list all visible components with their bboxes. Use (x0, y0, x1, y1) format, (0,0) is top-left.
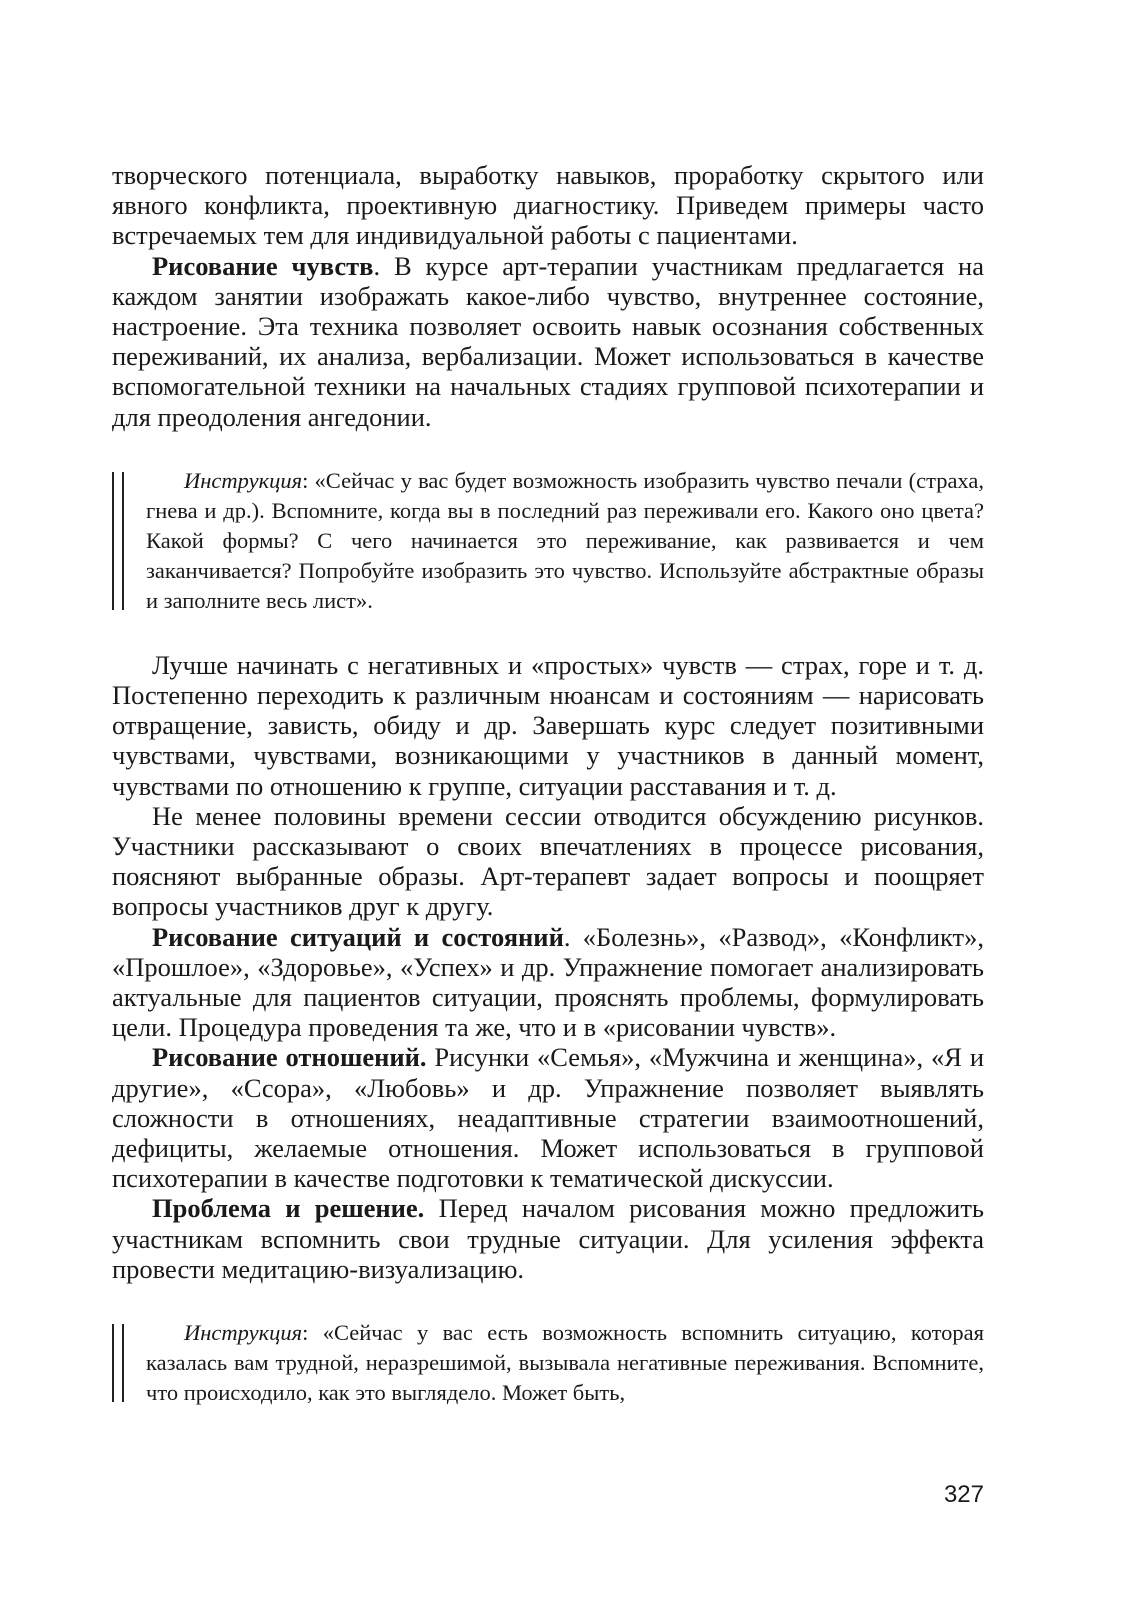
paragraph-drawing-relations (112, 1042, 984, 1193)
section-heading-drawing-situations: Рисование ситуаций и состояний (152, 921, 564, 952)
section-heading-drawing-relations: Рисование отношений. (152, 1042, 427, 1073)
paragraph-start-negative: Лучше начинать с негативных и «простых» чувств — страх, горе и т. д. Постепенно переходить к различным нюансам и состояниям — нарисовать отвращение, зависть, обиду и др. Завершать курс следует позитивными чувствами, чувствами, возникающими у участников в данный момент, чувствами по отношению к группе, ситуации расставания и т. д. (112, 649, 984, 801)
paragraph-text: . В курсе арт-терапии участникам предлагается на каждом занятии изображать какое-либо чувство, внутреннее состояние, настроение. Эта техника позволяет освоить навык осознания собственных переживаний, их анализа, вербализации. Может использоваться в качестве вспомогательной техники на начальных стадиях групповой психотерапии и для преодоления ангедонии. (112, 250, 985, 432)
paragraph-text: Рисунки «Семья», «Мужчина и женщина», «Я и другие», «Ссора», «Любовь» и др. Упражнение позволяет выявлять сложности в отношениях, неадаптивные стратегии взаимоотношений, дефициты, желаемые отношения. Может использоваться в групповой психотерапии в качестве подготовки к тематической дискуссии. (112, 1042, 984, 1194)
instruction-text: : «Сейчас у вас будет возможность изобразить чувство печали (страха, гнева и др.). Вспомните, когда вы в последний раз переживали его. Какого оно цвета? Какой формы? С чего начинается это переживание, как развивается и чем заканчивается? Попробуйте изобразить это чувство. Используйте абстрактные образы и заполните весь лист». (146, 467, 984, 613)
instruction-paragraph (146, 1318, 984, 1408)
instruction-label: Инструкция (184, 467, 303, 493)
instruction-label: Инструкция (184, 1320, 303, 1346)
section-heading-problem-solution: Проблема и решение. (152, 1193, 425, 1224)
paragraph-drawing-feelings (112, 251, 984, 432)
page-number: 327 (943, 1481, 984, 1508)
page-body (112, 160, 984, 1408)
paragraph-drawing-situations (112, 922, 984, 1043)
paragraph-discussion: Не менее половины времени сессии отводится обсуждению рисунков. Участники рассказывают о своих впечатлениях в процессе рисования, поясняют выбранные образы. Арт-терапевт задает вопросы и поощряет вопросы участников друг к другу. (112, 800, 984, 922)
instruction-text: : «Сейчас у вас есть возможность вспомнить ситуацию, которая казалась вам трудной, неразрешимой, вызывала негативные переживания. Вспомните, что происходило, как это выглядело. Может быть, (146, 1320, 984, 1406)
instruction-block-1 (112, 466, 984, 616)
paragraph-continuation: творческого потенциала, выработку навыков, проработку скрытого или явного конфликта, проективную диагностику. Приведем примеры часто встречаемых тем для индивидуальной работы с пациентами. (112, 160, 984, 251)
paragraph-problem-solution (112, 1193, 984, 1284)
section-heading-drawing-feelings: Рисование чувств (152, 250, 374, 281)
paragraph-text: Перед началом рисования можно предложить участникам вспомнить свои трудные ситуации. Для усиления эффекта провести медитацию-визуализацию. (112, 1193, 984, 1284)
paragraph-text: . «Болезнь», «Развод», «Конфликт», «Прошлое», «Здоровье», «Успех» и др. Упражнение помогает анализировать актуальные для пациентов ситуации, прояснять проблемы, формулировать цели. Процедура проведения та же, что и в «рисовании чувств». (112, 921, 984, 1043)
instruction-paragraph (146, 466, 984, 616)
instruction-block-2 (112, 1318, 984, 1408)
